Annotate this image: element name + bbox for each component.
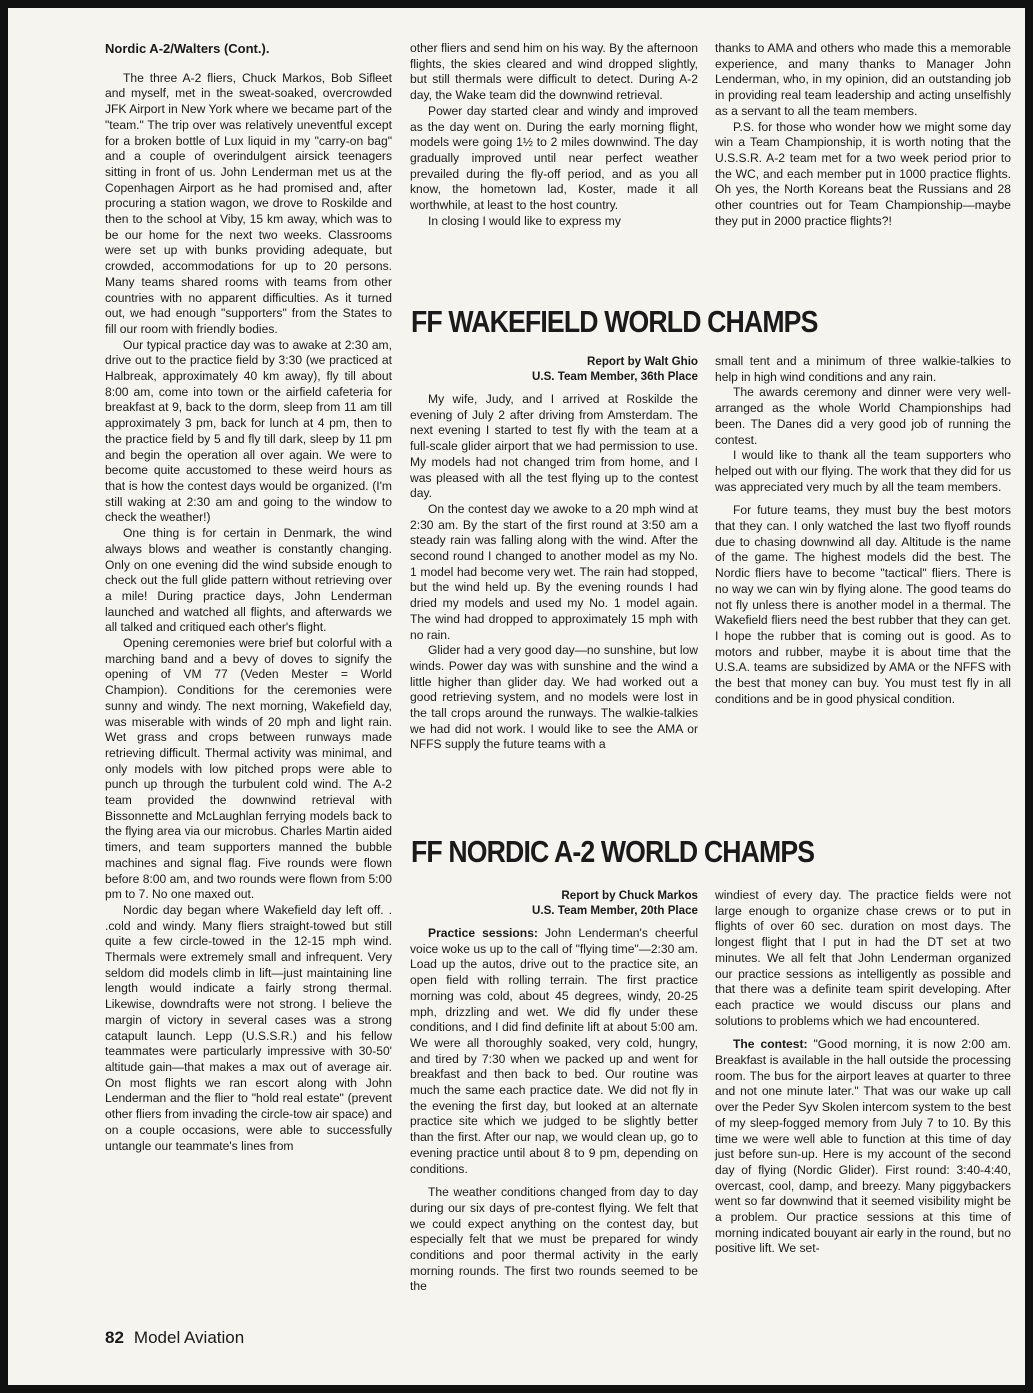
paragraph: On the contest day we awoke to a 20 mph wind at 2:30 am. By the start of the first round at 3:50 am a steady rain was falling along with the wind. After the second round I changed to another model as my No. 1 model had become very wet. The rain had stopped, but the wind held up. By the evening rounds I had dried my models and used my No. 1 model again. The wind had dropped to approximately 15 mph with no rain. xyxy=(410,501,698,642)
column-1 xyxy=(105,41,392,1154)
paragraph: Glider had a very good day—no sunshine, but low winds. Power day was with sunshine and the wind a little higher than glider day. We had worked out a good retrieving system, and no models were lost in the tall crops around the runways. The walkie-talkies we had did not work. I would like to see the AMA or NFFS supply the future teams with a xyxy=(410,643,698,752)
paragraph-text: "Good morning, it is now 2:00 am. Breakfast is available in the hall outside the processing room. The bus for the airport leaves at quarter to three and not one minute later." That was our wake up call over the Peder Syv Skolen intercom system to the best of my sleep-fogged memory from July 7 to 10. By this time we were well able to function at this time of day just before sun-up. Here is my account of the second day of flying (Nordic Glider). First round: 3:40-4:40, overcast, cool, damp, and breezy. Many piggybackers went so far downwind that it seemed visibility might be a problem. Our practice sessions at this time of morning indicated bouyant air early in the round, but no positive lift. We set- xyxy=(715,1037,1011,1256)
spacer xyxy=(715,1029,1011,1037)
paragraph: Opening ceremonies were brief but colorful with a marching band and a bevy of doves to signify the opening of VM 77 (Veden Mester = World Champion). Conditions for the ceremonies were sunny and windy. The next morning, Wakefield day, was miserable with winds of 20 mph and light rain. Wet grass and crops between runways made retrieving difficult. Thermal activity was minimal, and only models with low pitched props were able to punch up through the turbulent cold wind. The A-2 team provided the downwind retrieval with Bissonnette and McLaughlan ferrying models back to the flying area via our microbus. Charles Martin aided timers, and team supporters manned the bubble machines and signal flag. Five rounds were flown before 8:00 am, and two rounds were flown from 5:00 pm to 7. No one maxed out. xyxy=(105,636,392,902)
spacer xyxy=(715,495,1011,503)
continued-heading: Nordic A-2/Walters (Cont.). xyxy=(105,41,270,56)
byline-role: U.S. Team Member, 36th Place xyxy=(531,370,698,383)
wakefield-byline xyxy=(410,354,698,384)
paragraph: I would like to thank all the team supporters who helped out with our flying. The work that they did for us was appreciated very much by all the team members. xyxy=(715,448,1011,494)
page-footer xyxy=(105,1328,244,1348)
nordic-byline xyxy=(410,888,698,918)
paragraph: Our typical practice day was to awake at 2:30 am, drive out to the practice field by 3:30 (we practiced at Halbreak, approximately 40 km away), fly till about 8:00 am, come into town or the airfield cafeteria for breakfast at 9, back to the dorm, sleep from 11 am till approximately 3 pm, back for lunch at 4 pm, then to the practice field by 5 and fly till dark, sleep by 11 pm and begin the operation all over again. We were to become quite accustomed to these weird hours as that is how the contest days would be organized. (I'm still waking at 2:30 am and going to the window to check the weather!) xyxy=(105,337,392,525)
paragraph-text: John Lenderman's cheerful voice woke us up to the call of "flying time"—2:30 am. Load up the autos, drive out to the practice site, an open field with rolling terrain. The first practice morning was cold, about 45 degrees, windy, 20-25 mph, drizzling and wet. We did fly under these conditions, and I did find definite lift at about 5:00 am. We were all thoroughly soaked, very cold, hungry, and tired by 7:30 when we packed up and went for breakfast and then back to bed. Our routine was much the same each practice date. We did not fly in the evening the first day, but looked at an alternate practice site which we judged to be slightly better than the first. After our nap, we would clean up, go to evening practice until about 8 to 9 pm, depending on conditions. xyxy=(410,926,699,1176)
paragraph: The awards ceremony and dinner were very well-arranged as the whole World Championships had been. The Danes did a very good job of running the contest. xyxy=(715,385,1011,447)
column-3-top xyxy=(715,41,1011,229)
nordic-column-1 xyxy=(410,888,698,1295)
run-in-heading: Practice sessions: xyxy=(428,926,538,940)
spacer xyxy=(410,1177,698,1185)
paragraph: small tent and a minimum of three walkie-talkies to help in high wind conditions and any rain. xyxy=(715,354,1011,384)
paragraph: In closing I would like to express my xyxy=(428,213,621,228)
page-number: 82 xyxy=(105,1328,124,1347)
paragraph: The weather conditions changed from day to day during our six days of pre-contest flying. We felt that we could expect anything on the contest day, but especially felt that we must be prepared for windy conditions and poor thermal activity in the early morning rounds. The first two rounds seemed to be the xyxy=(410,1185,698,1294)
paragraph: other fliers and send him on his way. By the afternoon flights, the skies cleared and wind dropped slightly, but still thermals were difficult to detect. During A-2 day, the Wake team did the downwind retrieval. xyxy=(410,41,698,103)
paragraph xyxy=(410,926,698,1177)
column-2-top xyxy=(410,41,698,229)
byline-author: Report by Chuck Markos xyxy=(561,889,698,902)
paragraph xyxy=(715,1037,1011,1257)
paragraph: The three A-2 fliers, Chuck Markos, Bob Sifleet and myself, met in the sweat-soaked, overcrowded JFK Airport in New York where we became part of the "team." The trip over was relatively uneventful except for a broken bottle of Lux liquid in my "carry-on bag" and a couple of overindulgent airsick teenagers sitting in front of us. John Lenderman met us at the Copenhagen Airport as he had promised and, after procuring a station wagon, we drove to Roskilde and then to the school at Viby, 15 km away, which was to be our home for the next two weeks. Classrooms were set up with bunks providing adequate, but crowded, accommodations for up to 20 persons. Many teams shared rooms with teams from other countries with no apparent difficulties. As it turned out, we had enough "supporters" from the States to fill our room with friendly bodies. xyxy=(105,70,392,336)
paragraph: Nordic day began where Wakefield day left off. . .cold and windy. Many fliers straight-towed but still quite a few circle-towed in the 12-15 mph wind. Thermals were extremely small and infrequent. Very seldom did models climb in lift—just maintaining line length would indicate a fairly strong thermal. Likewise, downdrafts were not strong. I believe the margin of victory in several cases was a strong catapult launch. Lepp (U.S.S.R.) and his fellow teammates were particularly impressive with 30-50' altitude gain—that makes a max out of average air. On most flights we ran escort along with John Lenderman and the flier to "hold real estate" (prevent other fliers from invading the circle-tow air space) and on a couple occasions, were able to successfully untangle our teammate's lines from xyxy=(105,902,393,1153)
wakefield-column-1 xyxy=(410,354,698,753)
nordic-headline: FF NORDIC A-2 WORLD CHAMPS xyxy=(411,834,815,869)
wakefield-column-2 xyxy=(715,354,1011,707)
nordic-column-2 xyxy=(715,888,1011,1257)
run-in-heading: The contest: xyxy=(733,1037,808,1052)
paragraph: My wife, Judy, and I arrived at Roskilde the evening of July 2 after driving from Amsterdam. The next evening I started to test fly with the team at a full-scale glider airport that we had permission to use. My models had not changed trim from home, and I was pleased with all the test flying up to the contest day. xyxy=(410,392,698,501)
paragraph: Power day started clear and windy and improved as the day went on. During the early morning flight, models were going 1½ to 2 miles downwind. The day gradually improved until near perfect weather prevailed during the fly-off period, and as you all know, the hometown lad, Koster, made it all worthwhile, at least to the host country. xyxy=(410,103,698,213)
paragraph: windiest of every day. The practice fields were not large enough to organize chase crews or to put in flights of over 60 sec. duration on most days. The longest flight that I put in had the DT set at two minutes. We all felt that John Lenderman organized our practice sessions as intelligently as possible and that there was a definite team spirit developing. After each practice we would discuss our plans and solutions to problems which we had encountered. xyxy=(715,888,1011,1028)
magazine-page xyxy=(8,8,1025,1385)
paragraph: For future teams, they must buy the best motors that they can. I only watched the last two flyoff rounds due to chasing downwind all day. Altitude is the name of the game. The highest models did the best. The Nordic fliers have to become "tactical" fliers. There is no way we can win by flying alone. The good teams do not fly unless there is another model in a thermal. The Wakefield fliers need the best rubber that they can get. I hope the rubber that is coming out is good. As to motors and rubber, maybe it is about time that the U.S.A. teams are subsidized by AMA or the NFFS with the best that money can buy. You must test fly in all conditions and be in good physical condition. xyxy=(715,503,1011,706)
paragraph: One thing is for certain in Denmark, the wind always blows and weather is constantly changing. Only on one evening did the wind subside enough to check out the full glide pattern without retrieving over a mile! During practice days, John Lenderman launched and watched all flights, and afterwards we all talked and critiqued each other's flight. xyxy=(105,526,392,635)
byline-author: Report by Walt Ghio xyxy=(587,355,698,368)
paragraph: P.S. for those who wonder how we might some day win a Team Championship, it is worth noting that the U.S.S.R. A-2 team met for a two week period prior to the WC, and each member put in 1000 practice flights. Oh yes, the North Koreans beat the Russians and 28 other countries out for Team Championship—maybe they put in 2000 practice flights?! xyxy=(715,119,1011,228)
byline-role: U.S. Team Member, 20th Place xyxy=(531,904,698,917)
magazine-name: Model Aviation xyxy=(133,1328,245,1347)
wakefield-headline: FF WAKEFIELD WORLD CHAMPS xyxy=(411,304,818,339)
paragraph: thanks to AMA and others who made this a memorable experience, and many thanks to Manager John Lenderman, who, in my opinion, did an outstanding job in providing real team leadership and acting unselfishly as a servant to all the team members. xyxy=(715,41,1011,118)
